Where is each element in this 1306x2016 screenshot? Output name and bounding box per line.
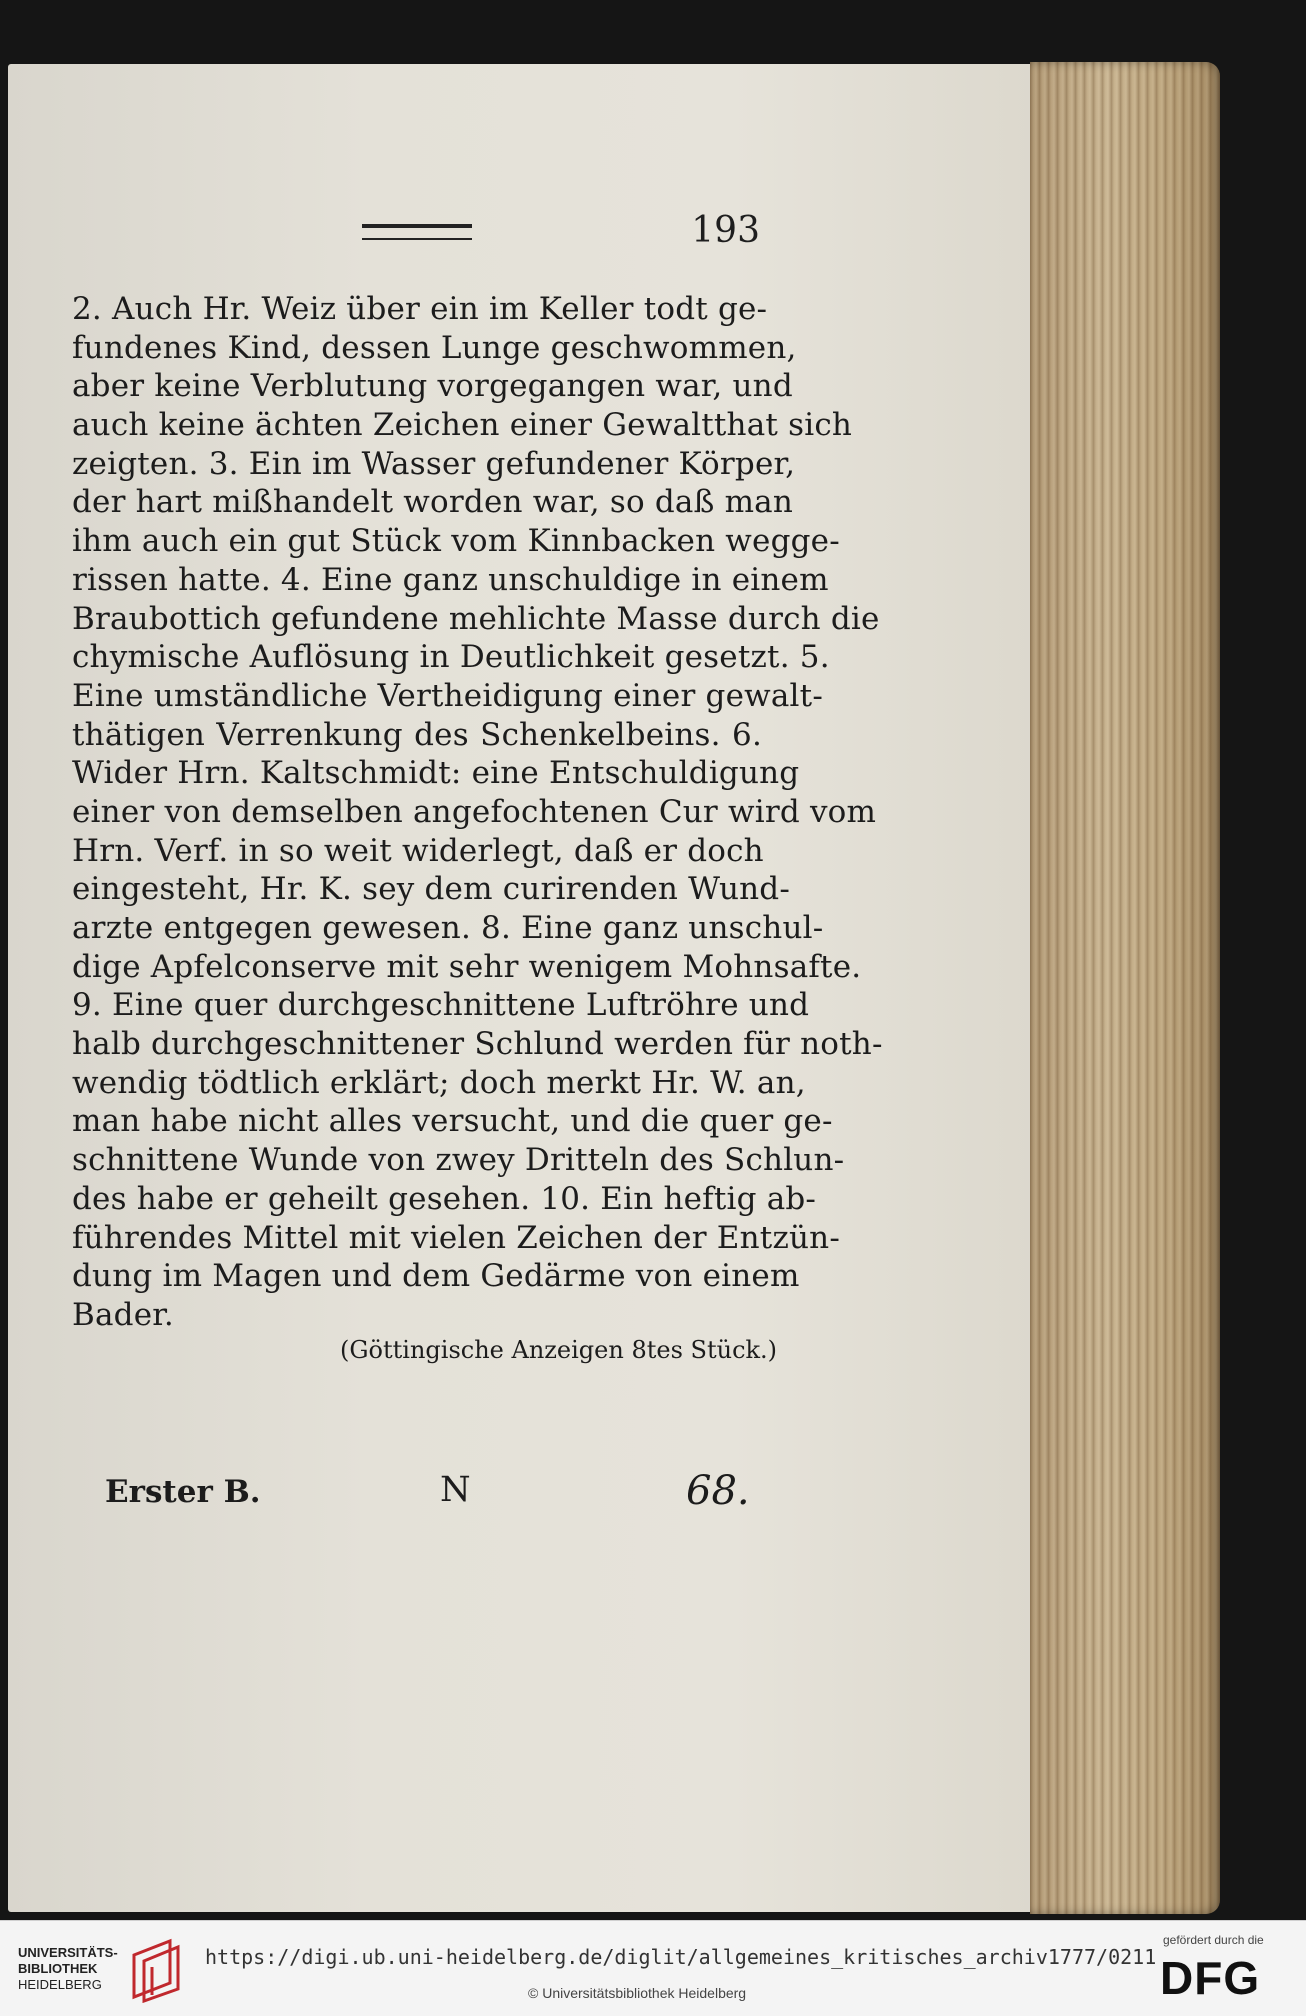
text-line: 9. Eine quer durchgeschnittene Luftröhre und bbox=[72, 987, 810, 1024]
text-line: aber keine Verblutung vorgegangen war, und bbox=[72, 368, 793, 405]
dfg-logo: DFG bbox=[1160, 1952, 1261, 2004]
library-logo-text bbox=[18, 1945, 118, 1993]
handwritten-number: 68. bbox=[686, 1468, 750, 1514]
text-line: auch keine ächten Zeichen einer Gewaltthat sich bbox=[72, 407, 853, 444]
logo-line: BIBLIOTHEK bbox=[18, 1961, 98, 1976]
funded-by-label: gefördert durch die bbox=[1163, 1933, 1264, 1947]
text-line: dung im Magen und dem Gedärme von einem bbox=[72, 1258, 800, 1295]
text-line: rissen hatte. 4. Eine ganz unschuldige in einem bbox=[72, 561, 829, 598]
text-line: zeigten. 3. Ein im Wasser gefundener Körper, bbox=[72, 445, 796, 482]
text-line: fundenes Kind, dessen Lunge geschwommen, bbox=[72, 329, 797, 366]
text-line: 2. Auch Hr. Weiz über ein im Keller todt ge- bbox=[72, 291, 768, 327]
logo-line: HEIDELBERG bbox=[18, 1977, 102, 1992]
text-line: Bader. bbox=[72, 1296, 174, 1333]
header-rule bbox=[362, 224, 472, 240]
signature-mark: Erster B. bbox=[105, 1474, 261, 1510]
library-logo-icon bbox=[130, 1937, 182, 2003]
text-line: Eine umständliche Vertheidigung einer gewalt- bbox=[72, 677, 824, 714]
text-line: halb durchgeschnittener Schlund werden für noth- bbox=[72, 1026, 883, 1063]
viewer-info-bar bbox=[0, 1920, 1306, 2016]
text-line: der hart mißhandelt worden war, so daß man bbox=[72, 484, 794, 521]
text-line: dige Apfelconserve mit sehr wenigem Mohnsafte. bbox=[72, 948, 862, 985]
text-line: des habe er geheilt gesehen. 10. Ein heftig ab- bbox=[72, 1180, 817, 1217]
text-line: schnittene Wunde von zwey Dritteln des Schlun- bbox=[72, 1142, 845, 1179]
gathering-letter: N bbox=[440, 1470, 471, 1510]
text-line: wendig tödtlich erklärt; doch merkt Hr. W. an, bbox=[72, 1064, 806, 1101]
text-line: arzte entgegen gewesen. 8. Eine ganz unschul- bbox=[72, 910, 824, 946]
logo-line: UNIVERSITÄTS- bbox=[18, 1945, 118, 1960]
text-line: Wider Hrn. Kaltschmidt: eine Entschuldigung bbox=[72, 755, 800, 792]
body-text bbox=[72, 290, 883, 1335]
text-line: einer von demselben angefochtenen Cur wird vom bbox=[72, 793, 877, 830]
text-line: chymische Auflösung in Deutlichkeit gesetzt. 5. bbox=[72, 639, 830, 676]
copyright-notice: © Universitätsbibliothek Heidelberg bbox=[528, 1985, 747, 2001]
text-line: man habe nicht alles versucht, und die quer ge- bbox=[72, 1103, 833, 1140]
page-number: 193 bbox=[691, 210, 760, 251]
text-line: ihm auch ein gut Stück vom Kinnbacken wegge- bbox=[72, 523, 840, 560]
page-edge bbox=[1030, 62, 1220, 1914]
permalink-url[interactable]: https://digi.ub.uni-heidelberg.de/diglit/allgemeines_kritisches_archiv1777/0211 bbox=[205, 1945, 1157, 1969]
source-citation: (Göttingische Anzeigen 8tes Stück.) bbox=[340, 1336, 778, 1364]
text-line: eingesteht, Hr. K. sey dem curirenden Wund- bbox=[72, 871, 790, 908]
text-line: führendes Mittel mit vielen Zeichen der Entzün- bbox=[72, 1219, 840, 1256]
text-line: Hrn. Verf. in so weit widerlegt, daß er doch bbox=[72, 832, 764, 869]
text-line: Braubottich gefundene mehlichte Masse durch die bbox=[72, 600, 880, 637]
text-line: thätigen Verrenkung des Schenkelbeins. 6. bbox=[72, 716, 762, 753]
